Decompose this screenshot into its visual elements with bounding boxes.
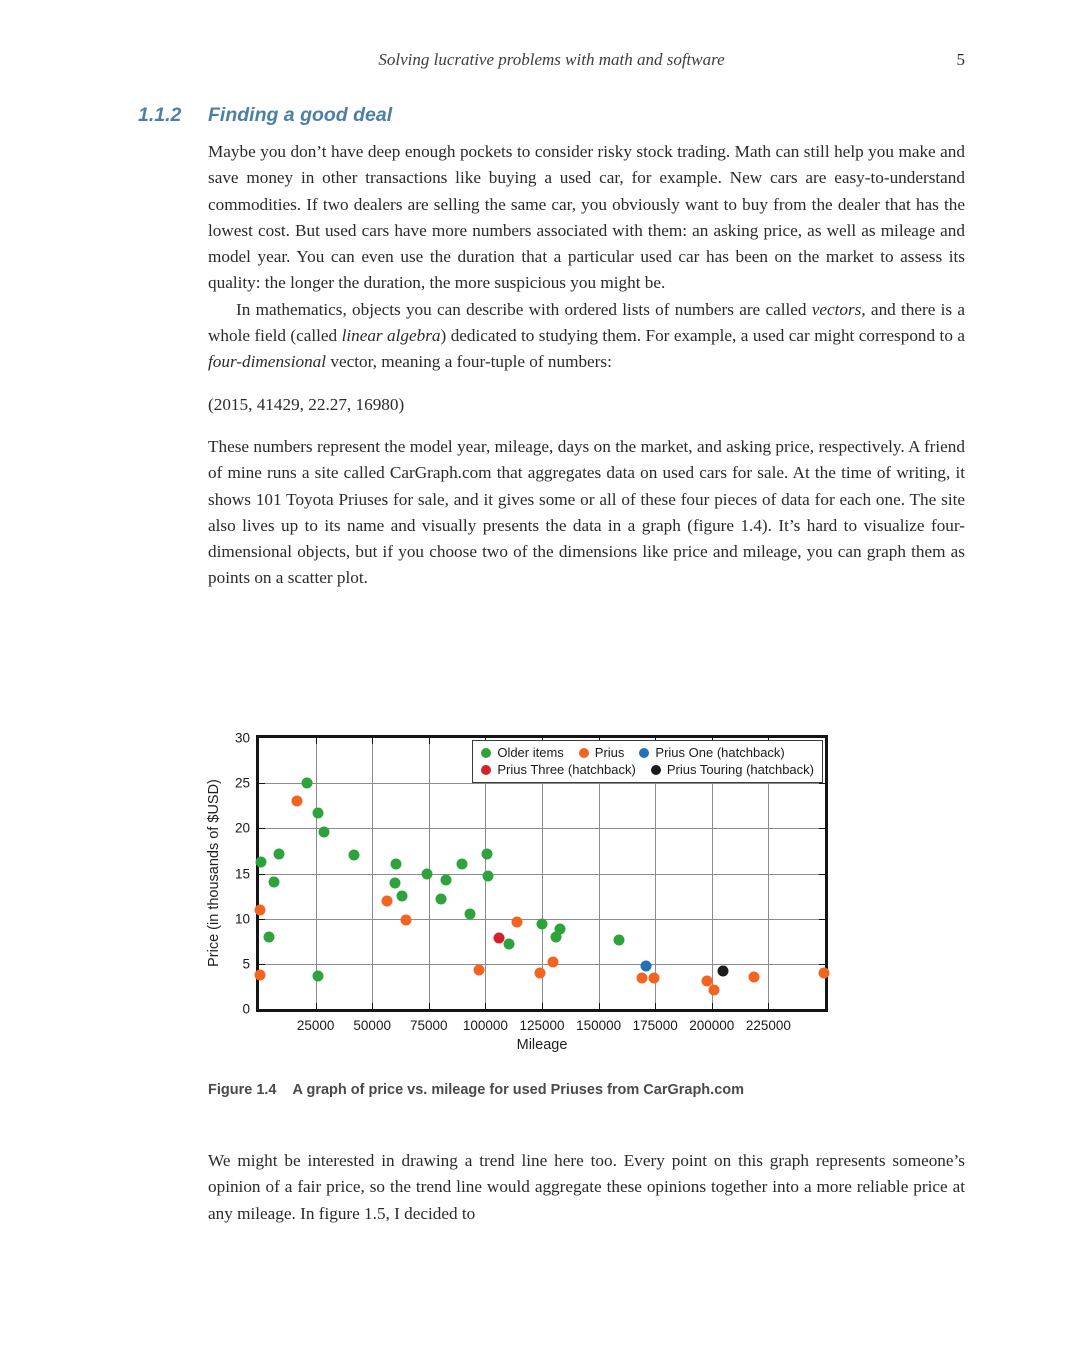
y-gridline: [259, 783, 825, 784]
legend-label: Prius Three (hatchback): [497, 762, 636, 777]
plot-area: [234, 730, 828, 1033]
x-tick-mark: [316, 738, 317, 744]
figure-caption-label: Figure 1.4: [208, 1082, 277, 1098]
data-point: [534, 967, 545, 978]
data-point: [274, 848, 285, 859]
x-tick-label: 125000: [519, 1018, 565, 1033]
data-point: [255, 969, 266, 980]
x-tick-mark: [372, 738, 373, 744]
italic-text: linear algebra: [341, 326, 441, 346]
text-run: Maybe you don’t have deep enough pockets to consider risky stock trading. Math can still help you make and save money in other transactions like buying a used car, for example. New cars are easy-to-understand commodities. If two dealers are selling the same car, you obviously want to buy from the dealer that has the lowest cost. But used cars have more numbers associated with them: an asking price, as well as mileage and model year. You can even use the duration that a particular used car has been on the market to assess its quality: the longer the duration, the more suspicious you might be.: [208, 142, 965, 293]
x-tick-label: 100000: [462, 1018, 508, 1033]
x-tick-mark: [429, 738, 430, 744]
data-point: [381, 895, 392, 906]
y-gridline: [259, 964, 825, 965]
y-tick-mark: [259, 783, 265, 784]
running-header: [138, 50, 965, 74]
data-point: [256, 856, 267, 867]
data-point: [396, 891, 407, 902]
x-tick-mark: [599, 1003, 600, 1009]
data-point: [709, 985, 720, 996]
body-text-column: [208, 139, 965, 592]
data-point: [641, 960, 652, 971]
data-point: [456, 859, 467, 870]
y-tick-label: 30: [234, 730, 250, 746]
running-header-title: Solving lucrative problems with math and software: [378, 50, 725, 69]
legend-item: [579, 745, 625, 760]
legend-marker-icon: [639, 748, 649, 758]
page-number: 5: [956, 50, 965, 69]
data-point: [401, 914, 412, 925]
x-tick-mark: [372, 1003, 373, 1009]
data-point: [481, 848, 492, 859]
y-tick-mark: [819, 783, 825, 784]
y-tick-mark: [819, 964, 825, 965]
data-point: [312, 971, 323, 982]
legend-row: [481, 745, 814, 760]
data-point: [421, 868, 432, 879]
data-point: [264, 931, 275, 942]
data-point: [436, 893, 447, 904]
x-tick-label: 25000: [296, 1018, 335, 1033]
data-point: [268, 876, 279, 887]
data-point: [555, 923, 566, 934]
figure-caption-text: A graph of price vs. mileage for used Priuses from CarGraph.com: [292, 1082, 745, 1098]
x-tick-mark: [768, 1003, 769, 1009]
y-tick-mark: [259, 874, 265, 875]
x-tick-mark: [712, 1003, 713, 1009]
y-tick-mark: [819, 828, 825, 829]
legend-marker-icon: [651, 765, 661, 775]
scatter-chart: [206, 730, 873, 1071]
y-tick-label: 10: [234, 911, 250, 927]
x-tick-label: 75000: [410, 1018, 448, 1033]
legend-marker-icon: [579, 748, 589, 758]
paragraph-4: [208, 1148, 965, 1227]
data-point: [636, 973, 647, 984]
paragraph-1: [208, 139, 965, 297]
y-tick-label: 20: [234, 820, 250, 836]
y-tick-label: 0: [242, 1001, 250, 1017]
data-point: [512, 917, 523, 928]
y-tick-label: 15: [234, 866, 250, 881]
data-point: [255, 904, 266, 915]
section-title: Finding a good deal: [208, 104, 393, 126]
paragraph-2: [208, 297, 965, 376]
x-tick-label: 200000: [689, 1018, 735, 1033]
data-point: [748, 972, 759, 983]
y-tick-mark: [819, 919, 825, 920]
y-tick-mark: [259, 828, 265, 829]
y-tick-mark: [259, 964, 265, 965]
legend-item: [481, 762, 636, 777]
legend-marker-icon: [481, 748, 491, 758]
text-run: We might be interested in drawing a trend line here too. Every point on this graph represents someone’s opinion of a fair price, so the trend line would aggregate these opinions together into a more reliable price at any mileage. In figure 1.5, I decided to: [208, 1151, 965, 1223]
data-point: [473, 965, 484, 976]
x-tick-label: 225000: [745, 1018, 791, 1033]
y-gridline: [259, 874, 825, 875]
legend-item: [651, 762, 814, 777]
y-tick-label: 5: [242, 956, 250, 972]
data-point: [537, 919, 548, 930]
x-tick-label: 150000: [576, 1018, 622, 1033]
text-run: These numbers represent the model year, mileage, days on the market, and asking price, respectively. A friend of mine runs a site called CarGraph.com that aggregates data on used cars for sale. At the time of writing, it shows 101 Toyota Priuses for sale, and it gives some or all of these four pieces of data for each one. The site also lives up to its name and visually presents the data in a graph (figure 1.4). It’s hard to visualize four-dimensional objects, but if you choose two of the dimensions like price and mileage, you can graph them as points on a scatter plot.: [208, 436, 965, 588]
data-point: [718, 966, 729, 977]
y-tick-mark: [819, 874, 825, 875]
data-point: [464, 909, 475, 920]
section-number: 1.1.2: [138, 104, 182, 126]
data-point: [292, 796, 303, 807]
text-run: , and there is a whole field (called: [208, 299, 965, 346]
data-point: [440, 874, 451, 885]
data-point: [312, 807, 323, 818]
legend-label: Prius Touring (hatchback): [666, 762, 814, 777]
x-tick-mark: [316, 1003, 317, 1009]
vector-tuple: (2015, 41429, 22.27, 16980): [208, 394, 405, 414]
x-tick-mark: [485, 1003, 486, 1009]
data-point: [482, 871, 493, 882]
x-tick-label: 50000: [353, 1018, 391, 1033]
data-point: [613, 935, 624, 946]
data-point: [318, 826, 329, 837]
x-tick-mark: [429, 1003, 430, 1009]
legend-item: [639, 745, 784, 760]
data-point: [349, 850, 360, 861]
legend-marker-icon: [481, 765, 491, 775]
x-axis-label: Mileage: [516, 1037, 568, 1053]
y-tick-label: 25: [234, 775, 250, 791]
italic-text: vectors: [811, 299, 862, 319]
data-point: [548, 957, 559, 968]
data-point: [389, 877, 400, 888]
data-point: [301, 778, 312, 789]
legend-label: Prius One (hatchback): [655, 745, 785, 760]
legend-label: Older items: [497, 745, 564, 760]
legend-row: [481, 762, 814, 777]
text-run: ) dedicated to studying them. For example, a used car might correspond to a: [440, 326, 965, 346]
chart-legend: [472, 740, 823, 783]
paragraph-3: [208, 434, 965, 592]
data-point: [504, 938, 515, 949]
y-gridline: [259, 828, 825, 829]
figure-caption: [208, 1082, 965, 1098]
x-tick-mark: [542, 1003, 543, 1009]
text-run: vector, meaning a four-tuple of numbers:: [326, 352, 612, 372]
y-axis-label: Price (in thousands of $USD): [206, 779, 222, 967]
legend-item: [481, 745, 563, 760]
data-point: [493, 932, 504, 943]
x-tick-mark: [655, 1003, 656, 1009]
italic-text: four-dimensional: [208, 352, 327, 372]
data-point: [818, 967, 829, 978]
data-point: [649, 973, 660, 984]
data-point: [390, 859, 401, 870]
y-tick-mark: [259, 919, 265, 920]
legend-label: Prius: [594, 745, 625, 760]
x-tick-label: 175000: [632, 1018, 678, 1033]
text-run: In mathematics, objects you can describe with ordered lists of numbers are called: [236, 299, 812, 319]
